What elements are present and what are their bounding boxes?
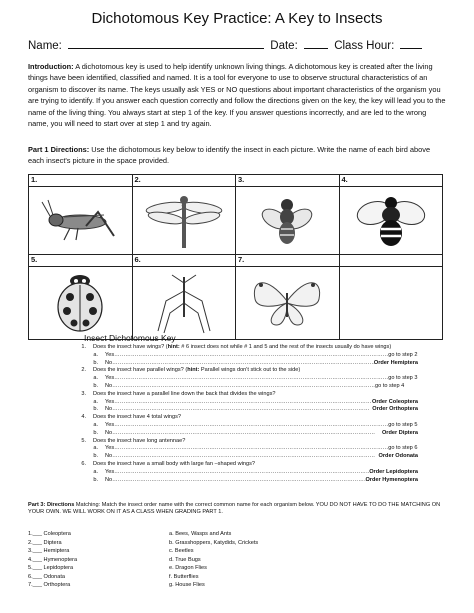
match-left-item[interactable]: 1.___ Coleoptera (28, 531, 71, 537)
cell-label-2[interactable]: 2. (132, 175, 236, 187)
key-option-4a: a. Yes…………………………………………………………………………………………………………………………………go to step 5 (93, 421, 418, 428)
match-left-item[interactable]: 7.___ Orthoptera (28, 582, 71, 588)
cell-label-6[interactable]: 6. (132, 255, 236, 267)
intro-text: A dichotomous key is used to help identify unknown living things. A dichotomous key is created after the living things have been identified, classified and named. It is a tool for everyone to use to observe structural characteristics of an organism to discover its name. The keys usually ask YES or NO questions about important characteristics of the organism you are trying to identify. If you answer each question correctly and follow the directions given on the key, the key will lead you to the name of the living thing. You always start at step 1 of the key. If you answer questions incorrectly, and are led to the wrong name, you will need to start over at step 1 and try again. (28, 62, 446, 129)
butterfly-image (236, 267, 339, 339)
part3-label: Part 3: Directions (28, 502, 75, 508)
key-question-1: 1. Does the insect have wings? (hint: # 6 insect does not while # 1 and 5 and the rest of the insects usually do have wings) (81, 344, 392, 350)
key-question-6: 6. Does the insect have a small body with large fan –shaped wings? (81, 460, 256, 467)
cell-label-4[interactable]: 4. (339, 175, 443, 187)
match-left-item[interactable]: 6.___ Odonata (28, 573, 66, 580)
key-option-6b: b. No………………………………………………………………………………………………………………………… Order Hymenoptera (93, 476, 418, 483)
part1-text: Use the dichotomous key below to identify the insect in each picture. Write the name of each bird above each insect's picture in the space provided. (28, 145, 431, 166)
insect-picture-grid (28, 174, 443, 340)
match-left-item[interactable]: 3.___ Hemiptera (28, 548, 70, 554)
key-option-3a: a. Yes………………………………………………………………………………………………………………………… Order Coleoptera (93, 398, 418, 405)
part1-label: Part 1 Directions: (28, 145, 90, 154)
class-hour-label: Class Hour: (334, 40, 395, 52)
dichotomous-key-list (28, 344, 448, 484)
key-option-6a: a. Yes………………………………………………………………………………………………………………………… Order Lepidoptera (93, 468, 418, 475)
date-blank[interactable] (304, 48, 328, 49)
order-name-list (28, 530, 77, 590)
cell-label-7[interactable]: 7. (236, 255, 340, 267)
match-right-item: a. Bees, Wasps and Ants (169, 531, 232, 537)
match-left-item[interactable]: 2.___ Diptera (28, 539, 62, 546)
cell-label-empty (339, 255, 443, 267)
key-option-4b: b. No…………………………………………………………………………………………………………………………… Order Diptera (93, 429, 418, 436)
introduction-paragraph (28, 61, 448, 129)
key-title: Insect Dichotomous Key (84, 333, 176, 343)
date-label: Date: (270, 40, 298, 52)
match-right-item: f. Butterflies (169, 573, 199, 580)
key-option-1b: b. No…………………………………………………………………………………………………………………………… Order Hemiptera (93, 359, 418, 366)
key-option-5a: a. Yes…………………………………………………………………………………………………………………………………go to step 6 (93, 445, 418, 452)
key-option-2a: a. Yes…………………………………………………………………………………………………………………………………go to step 3 (93, 375, 418, 382)
cell-label-5[interactable]: 5. (29, 255, 133, 267)
cell-label-3[interactable]: 3. (236, 175, 340, 187)
name-label: Name: (28, 40, 62, 52)
housefly-image (236, 187, 339, 254)
cell-label-1[interactable]: 1. (29, 175, 133, 187)
match-right-item: g. House Flies (169, 582, 205, 588)
part1-directions (28, 144, 448, 167)
common-name-list (169, 530, 258, 590)
empty-picture-cell (339, 267, 443, 340)
match-right-item: e. Dragon Flies (169, 565, 207, 571)
walkingstick-image (133, 267, 236, 339)
key-question-3: 3. Does the insect have a parallel line down the back that divides the wings? (81, 390, 276, 397)
intro-label: Introduction: (28, 62, 74, 71)
key-option-1a: a. Yes…………………………………………………………………………………………………………………………………go to step 2 (93, 351, 418, 358)
part3-directions (28, 502, 448, 517)
key-question-5: 5. Does the insect have long antennae? (81, 437, 186, 444)
key-question-4: 4. Does the insect have 4 total wings? (81, 414, 181, 421)
name-blank[interactable] (68, 48, 264, 49)
match-right-item: c. Beetles (169, 548, 194, 554)
bee-image (340, 187, 443, 254)
match-right-item: b. Grasshoppers, Katydids, Crickets (169, 539, 259, 546)
worksheet-title: Dichotomous Key Practice: A Key to Insects (91, 10, 383, 27)
match-right-item: d. True Bugs (169, 556, 201, 563)
key-option-2b: b. No……………………………………………………………………………………………………………………………go to step 4 (93, 382, 405, 389)
key-option-5b: b. No…………………………………………………………………………………………………………………………… Order Odonata (93, 453, 418, 460)
name-date-line (28, 40, 422, 52)
key-question-2: 2. Does the insect have parallel wings? (hint: Parallel wings don't stick out to the side) (81, 367, 301, 374)
match-left-item[interactable]: 5.___ Lepidoptera (28, 565, 74, 571)
part3-text: Matching: Match the insect order name with the correct common name for each organism below. YOU DO NOT HAVE TO DO THE MATCHING ON YOUR OWN. WE WILL WORK ON IT AS A CLASS WHEN GRADING PART 1. (28, 502, 441, 516)
ladybug-image (29, 267, 132, 339)
dragonfly-image (133, 187, 236, 254)
match-left-item[interactable]: 4.___ Hymenoptera (28, 556, 78, 563)
key-option-3b: b. No………………………………………………………………………………………………………………………… Order Orthoptera (93, 406, 418, 413)
grasshopper-image (29, 187, 132, 254)
class-hour-blank[interactable] (400, 48, 422, 49)
